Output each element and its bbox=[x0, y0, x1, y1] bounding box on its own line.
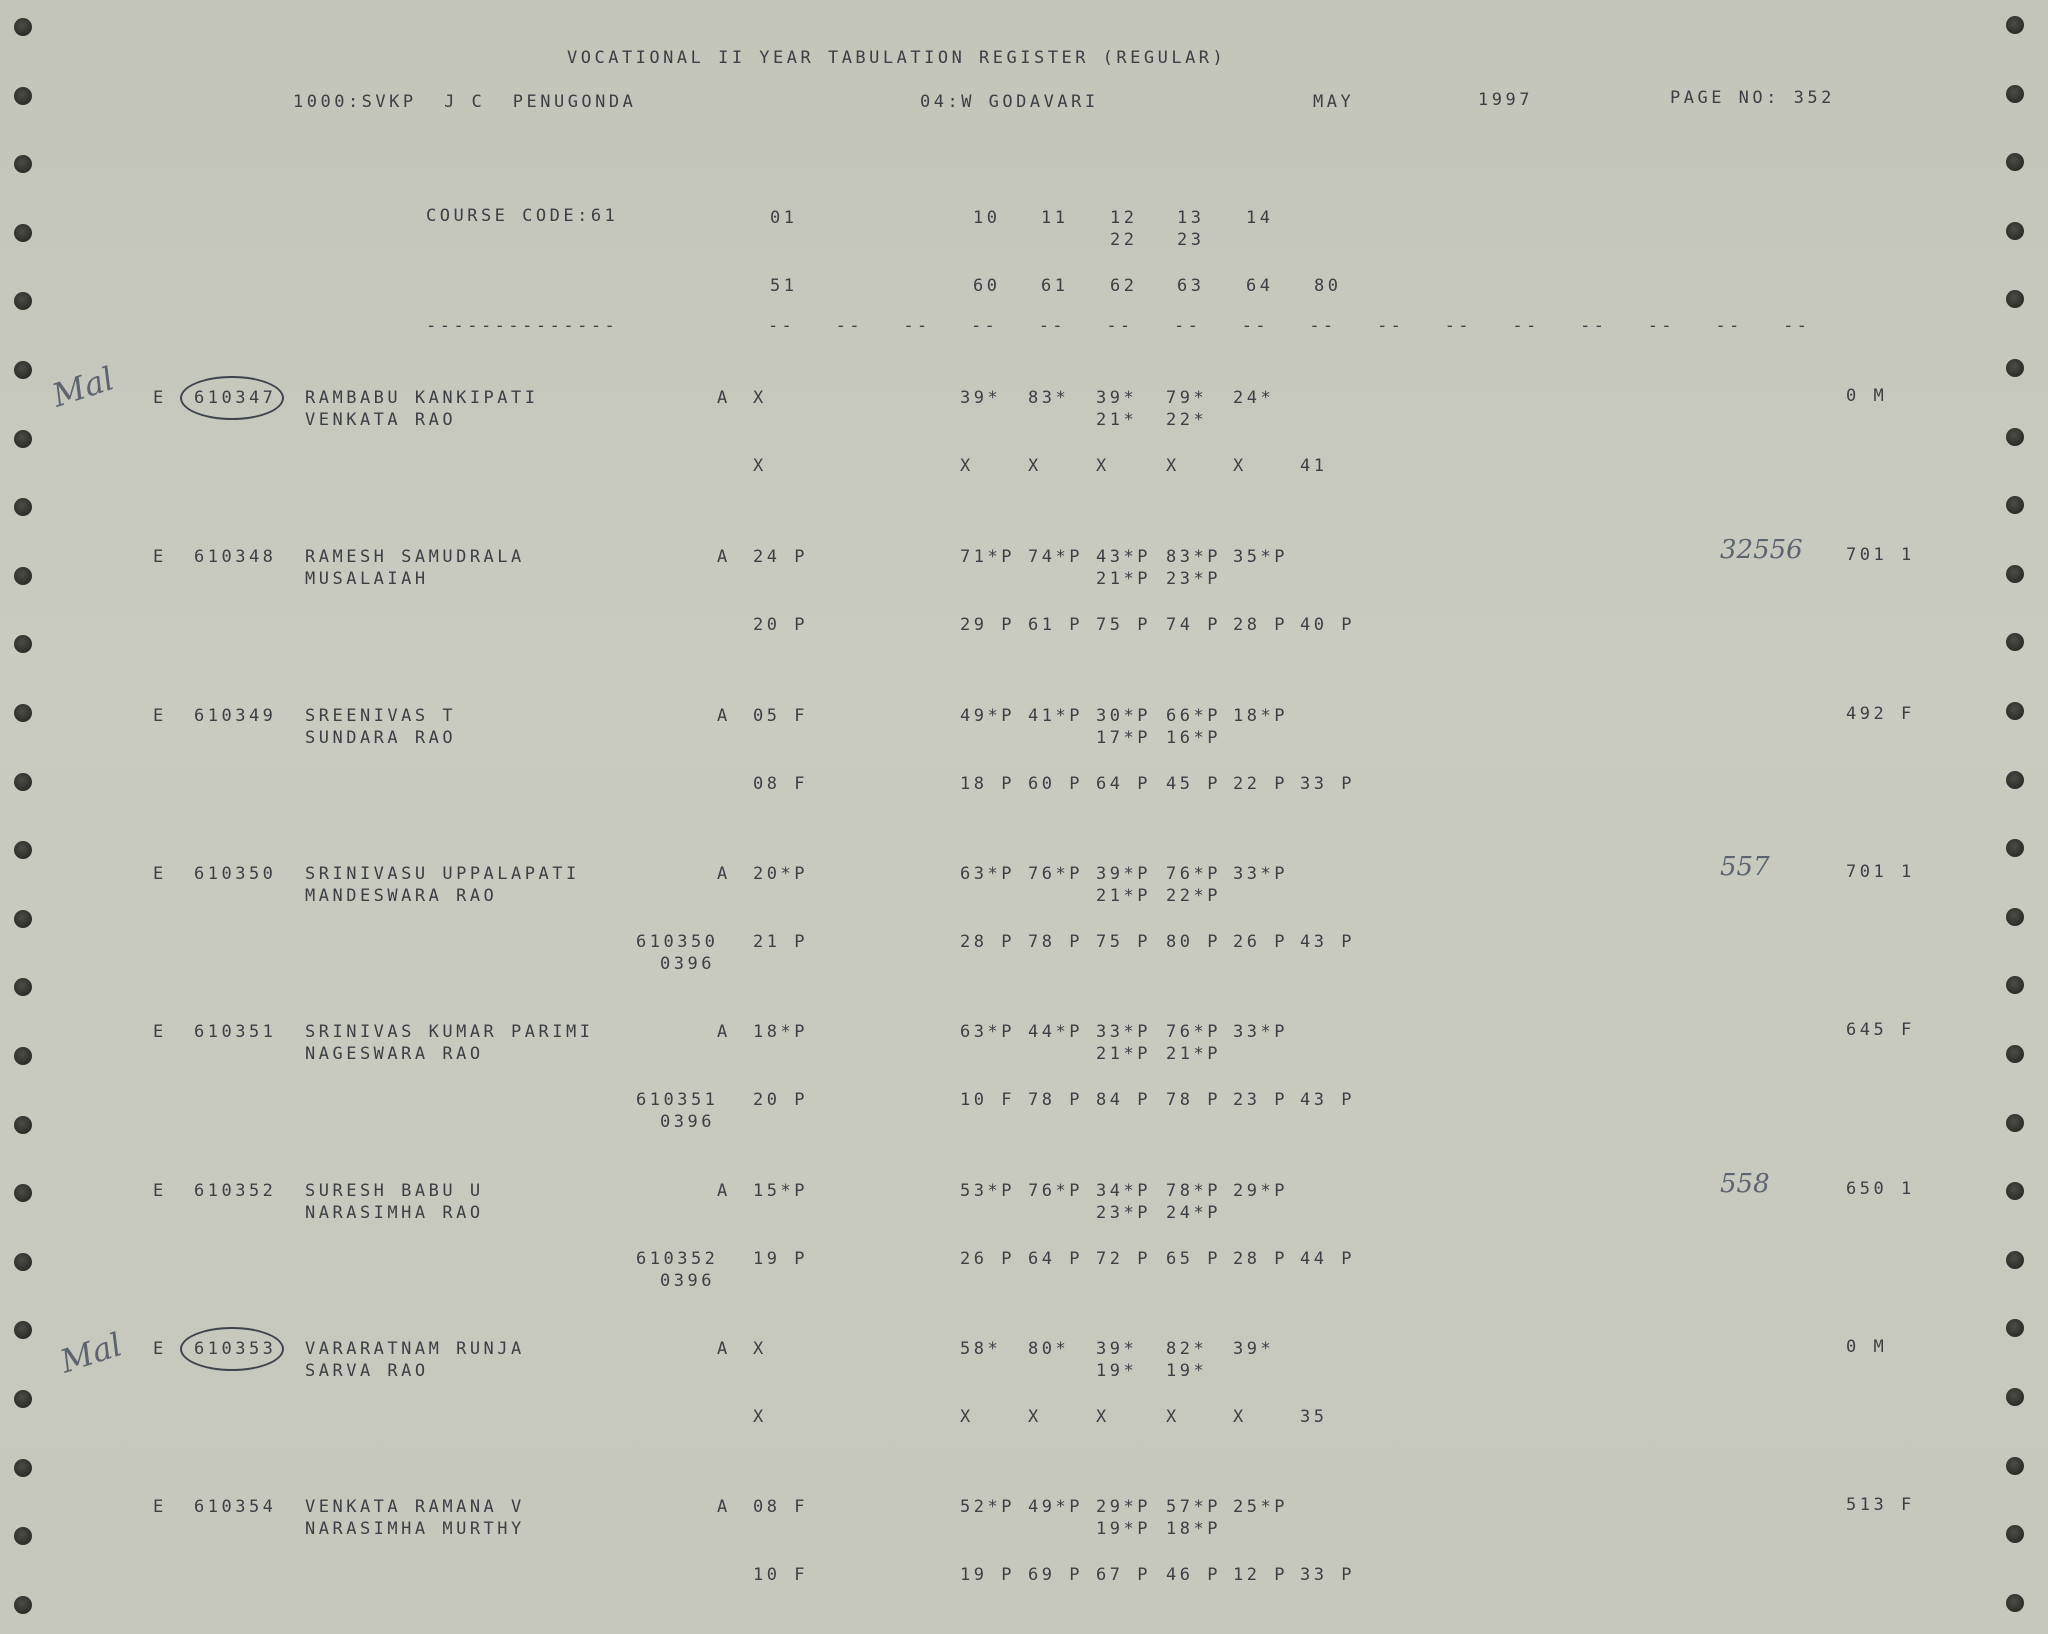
record-exam-type: E bbox=[153, 388, 167, 408]
part1-score: 05 F bbox=[753, 706, 808, 726]
student-name: VARARATNAM RUNJA bbox=[305, 1339, 525, 1359]
feed-hole bbox=[14, 361, 32, 379]
sub-score-23: 21*P bbox=[1166, 1044, 1221, 1064]
sub-score-80: 44 P bbox=[1300, 1249, 1355, 1269]
part1-score: X bbox=[753, 388, 767, 408]
feed-hole bbox=[14, 910, 32, 928]
part2-score: X bbox=[753, 1407, 767, 1427]
sub-score-13: 82* bbox=[1166, 1339, 1208, 1359]
sub-score-80: 43 P bbox=[1300, 1090, 1355, 1110]
part1-score: 20*P bbox=[753, 864, 808, 884]
sub-score-23: 19* bbox=[1166, 1361, 1208, 1381]
margin-handwritten-mark: Mal bbox=[47, 359, 119, 415]
sub-score-14: 18*P bbox=[1233, 706, 1288, 726]
sub-score-13: 57*P bbox=[1166, 1497, 1221, 1517]
part1-score: X bbox=[753, 1339, 767, 1359]
sub-score-14: 29*P bbox=[1233, 1181, 1288, 1201]
record-roll-number: 610351 bbox=[194, 1022, 277, 1042]
sub-score-10: 63*P bbox=[960, 1022, 1015, 1042]
feed-hole bbox=[2006, 85, 2024, 103]
feed-hole bbox=[2006, 702, 2024, 720]
feed-hole bbox=[14, 498, 32, 516]
sub-score-11: 41*P bbox=[1028, 706, 1083, 726]
feed-hole bbox=[14, 704, 32, 722]
record-group: A bbox=[717, 388, 731, 408]
sub-score-60: X bbox=[960, 456, 974, 476]
feed-hole bbox=[14, 155, 32, 173]
sub-score-22: 19* bbox=[1096, 1361, 1138, 1381]
sub-score-60: 10 F bbox=[960, 1090, 1015, 1110]
sub-score-80: 40 P bbox=[1300, 615, 1355, 635]
father-name: NARASIMHA MURTHY bbox=[305, 1519, 525, 1539]
feed-hole bbox=[2006, 908, 2024, 926]
sub-score-64: X bbox=[1233, 456, 1247, 476]
sub-score-60: 26 P bbox=[960, 1249, 1015, 1269]
record-exam-type: E bbox=[153, 1022, 167, 1042]
roll-circle-mark bbox=[180, 376, 284, 420]
feed-hole bbox=[2006, 16, 2024, 34]
record-group: A bbox=[717, 864, 731, 884]
sub-score-63: 78 P bbox=[1166, 1090, 1221, 1110]
register-title: VOCATIONAL II YEAR TABULATION REGISTER (REGULAR) bbox=[567, 48, 1227, 68]
course-col-23: 23 bbox=[1177, 230, 1205, 250]
sub-score-62: 75 P bbox=[1096, 615, 1151, 635]
student-name: SRINIVAS KUMAR PARIMI bbox=[305, 1022, 594, 1042]
record-exam-type: E bbox=[153, 547, 167, 567]
feed-hole bbox=[14, 430, 32, 448]
sub-score-62: 64 P bbox=[1096, 774, 1151, 794]
sub-score-14: 24* bbox=[1233, 388, 1275, 408]
header-rule-long: -------------- bbox=[426, 316, 619, 336]
reference-number: 610350 bbox=[636, 932, 719, 952]
sub-score-61: 64 P bbox=[1028, 1249, 1083, 1269]
sub-score-22: 21*P bbox=[1096, 569, 1151, 589]
sub-score-64: 28 P bbox=[1233, 1249, 1288, 1269]
record-exam-type: E bbox=[153, 1497, 167, 1517]
course-code: COURSE CODE:61 bbox=[426, 206, 619, 226]
part2-score: X bbox=[753, 456, 767, 476]
record-exam-type: E bbox=[153, 864, 167, 884]
feed-hole bbox=[2006, 1251, 2024, 1269]
part2-score: 21 P bbox=[753, 932, 808, 952]
part2-score: 20 P bbox=[753, 615, 808, 635]
sub-score-61: X bbox=[1028, 1407, 1042, 1427]
father-name: SARVA RAO bbox=[305, 1361, 429, 1381]
sub-score-11: 49*P bbox=[1028, 1497, 1083, 1517]
course-col-13: 13 bbox=[1177, 208, 1205, 228]
record-group: A bbox=[717, 1497, 731, 1517]
sub-score-10: 71*P bbox=[960, 547, 1015, 567]
record-roll-number: 610353 bbox=[194, 1339, 277, 1359]
roll-circle-mark bbox=[180, 1327, 284, 1371]
handwritten-serial: 32556 bbox=[1720, 535, 1803, 565]
feed-hole bbox=[2006, 1045, 2024, 1063]
feed-hole bbox=[2006, 1182, 2024, 1200]
sub-score-63: X bbox=[1166, 1407, 1180, 1427]
record-group: A bbox=[717, 1339, 731, 1359]
sub-score-11: 74*P bbox=[1028, 547, 1083, 567]
reference-code: 0396 bbox=[660, 954, 715, 974]
father-name: VENKATA RAO bbox=[305, 410, 457, 430]
sub-score-22: 21*P bbox=[1096, 886, 1151, 906]
feed-hole bbox=[2006, 290, 2024, 308]
feed-hole bbox=[14, 224, 32, 242]
record-group: A bbox=[717, 547, 731, 567]
sub-score-64: 12 P bbox=[1233, 1565, 1288, 1585]
sub-score-13: 66*P bbox=[1166, 706, 1221, 726]
feed-hole bbox=[14, 773, 32, 791]
sub-score-23: 22*P bbox=[1166, 886, 1221, 906]
sub-score-62: 75 P bbox=[1096, 932, 1151, 952]
student-name: SREENIVAS T bbox=[305, 706, 457, 726]
student-name: SRINIVASU UPPALAPATI bbox=[305, 864, 580, 884]
father-name: SUNDARA RAO bbox=[305, 728, 457, 748]
sub-score-60: 18 P bbox=[960, 774, 1015, 794]
father-name: MANDESWARA RAO bbox=[305, 886, 498, 906]
sub-score-11: 76*P bbox=[1028, 1181, 1083, 1201]
sub-score-10: 52*P bbox=[960, 1497, 1015, 1517]
course-col-10: 10 bbox=[973, 208, 1001, 228]
sub-score-10: 39* bbox=[960, 388, 1002, 408]
feed-hole bbox=[14, 1527, 32, 1545]
sub-score-11: 76*P bbox=[1028, 864, 1083, 884]
sub-score-13: 83*P bbox=[1166, 547, 1221, 567]
father-name: MUSALAIAH bbox=[305, 569, 429, 589]
sub-score-61: 78 P bbox=[1028, 932, 1083, 952]
record-total: 0 M bbox=[1846, 1337, 1888, 1357]
feed-hole bbox=[2006, 771, 2024, 789]
course-col-60: 60 bbox=[973, 276, 1001, 296]
sub-score-13: 76*P bbox=[1166, 864, 1221, 884]
feed-hole bbox=[2006, 222, 2024, 240]
sub-score-10: 58* bbox=[960, 1339, 1002, 1359]
father-name: NARASIMHA RAO bbox=[305, 1203, 484, 1223]
feed-hole bbox=[14, 292, 32, 310]
sub-score-62: 67 P bbox=[1096, 1565, 1151, 1585]
record-exam-type: E bbox=[153, 706, 167, 726]
handwritten-serial: 558 bbox=[1720, 1169, 1770, 1199]
feed-hole bbox=[14, 1390, 32, 1408]
sub-score-10: 49*P bbox=[960, 706, 1015, 726]
sub-score-14: 33*P bbox=[1233, 1022, 1288, 1042]
sub-score-61: 78 P bbox=[1028, 1090, 1083, 1110]
feed-hole bbox=[14, 1253, 32, 1271]
feed-hole bbox=[14, 1116, 32, 1134]
feed-hole bbox=[14, 1047, 32, 1065]
feed-hole bbox=[2006, 1594, 2024, 1612]
sub-score-80: 41 bbox=[1300, 456, 1328, 476]
course-col-62: 62 bbox=[1110, 276, 1138, 296]
part2-score: 20 P bbox=[753, 1090, 808, 1110]
student-name: SURESH BABU U bbox=[305, 1181, 484, 1201]
sub-score-14: 33*P bbox=[1233, 864, 1288, 884]
sub-score-12: 43*P bbox=[1096, 547, 1151, 567]
sub-score-63: 45 P bbox=[1166, 774, 1221, 794]
reference-number: 610352 bbox=[636, 1249, 719, 1269]
record-total: 645 F bbox=[1846, 1020, 1915, 1040]
sub-score-64: X bbox=[1233, 1407, 1247, 1427]
sub-score-80: 35 bbox=[1300, 1407, 1328, 1427]
exam-month: MAY bbox=[1313, 92, 1355, 112]
feed-hole bbox=[2006, 633, 2024, 651]
feed-hole bbox=[2006, 359, 2024, 377]
sub-score-13: 79* bbox=[1166, 388, 1208, 408]
sub-score-63: 65 P bbox=[1166, 1249, 1221, 1269]
part2-score: 10 F bbox=[753, 1565, 808, 1585]
left-tractor-holes bbox=[10, 0, 50, 1634]
record-total: 513 F bbox=[1846, 1495, 1915, 1515]
part1-score: 15*P bbox=[753, 1181, 808, 1201]
course-col-12: 12 bbox=[1110, 208, 1138, 228]
record-total: 492 F bbox=[1846, 704, 1915, 724]
record-exam-type: E bbox=[153, 1339, 167, 1359]
father-name: NAGESWARA RAO bbox=[305, 1044, 484, 1064]
sub-score-61: 60 P bbox=[1028, 774, 1083, 794]
record-roll-number: 610350 bbox=[194, 864, 277, 884]
feed-hole bbox=[14, 1184, 32, 1202]
sub-score-10: 63*P bbox=[960, 864, 1015, 884]
sub-score-12: 39* bbox=[1096, 388, 1138, 408]
sub-score-23: 24*P bbox=[1166, 1203, 1221, 1223]
part2-score: 08 F bbox=[753, 774, 808, 794]
sub-score-61: 61 P bbox=[1028, 615, 1083, 635]
course-col-51: 51 bbox=[770, 276, 798, 296]
right-tractor-holes bbox=[2000, 0, 2040, 1634]
sub-score-22: 23*P bbox=[1096, 1203, 1151, 1223]
part1-score: 18*P bbox=[753, 1022, 808, 1042]
feed-hole bbox=[2006, 1388, 2024, 1406]
sub-score-12: 34*P bbox=[1096, 1181, 1151, 1201]
record-total: 701 1 bbox=[1846, 545, 1915, 565]
record-group: A bbox=[717, 1181, 731, 1201]
record-total: 650 1 bbox=[1846, 1179, 1915, 1199]
sub-score-63: 46 P bbox=[1166, 1565, 1221, 1585]
district: 04:W GODAVARI bbox=[920, 92, 1099, 112]
sub-score-22: 21*P bbox=[1096, 1044, 1151, 1064]
sub-score-60: 19 P bbox=[960, 1565, 1015, 1585]
sub-score-63: X bbox=[1166, 456, 1180, 476]
feed-hole bbox=[2006, 496, 2024, 514]
course-col-61: 61 bbox=[1041, 276, 1069, 296]
reference-number: 610351 bbox=[636, 1090, 719, 1110]
feed-hole bbox=[14, 87, 32, 105]
sub-score-14: 35*P bbox=[1233, 547, 1288, 567]
sub-score-12: 39*P bbox=[1096, 864, 1151, 884]
feed-hole bbox=[2006, 153, 2024, 171]
sub-score-12: 29*P bbox=[1096, 1497, 1151, 1517]
sub-score-11: 83* bbox=[1028, 388, 1070, 408]
feed-hole bbox=[2006, 1525, 2024, 1543]
student-name: VENKATA RAMANA V bbox=[305, 1497, 525, 1517]
feed-hole bbox=[2006, 565, 2024, 583]
record-total: 0 M bbox=[1846, 386, 1888, 406]
record-roll-number: 610347 bbox=[194, 388, 277, 408]
margin-handwritten-mark: Mal bbox=[55, 1325, 127, 1381]
sub-score-14: 25*P bbox=[1233, 1497, 1288, 1517]
sub-score-62: 84 P bbox=[1096, 1090, 1151, 1110]
sub-score-11: 44*P bbox=[1028, 1022, 1083, 1042]
feed-hole bbox=[2006, 1114, 2024, 1132]
course-col-63: 63 bbox=[1177, 276, 1205, 296]
sub-score-80: 33 P bbox=[1300, 1565, 1355, 1585]
sub-score-61: 69 P bbox=[1028, 1565, 1083, 1585]
feed-hole bbox=[2006, 1319, 2024, 1337]
feed-hole bbox=[14, 635, 32, 653]
course-col-01: 01 bbox=[770, 208, 798, 228]
course-col-80: 80 bbox=[1314, 276, 1342, 296]
sub-score-23: 23*P bbox=[1166, 569, 1221, 589]
sub-score-62: X bbox=[1096, 456, 1110, 476]
record-roll-number: 610354 bbox=[194, 1497, 277, 1517]
sub-score-12: 33*P bbox=[1096, 1022, 1151, 1042]
sub-score-13: 76*P bbox=[1166, 1022, 1221, 1042]
record-exam-type: E bbox=[153, 1181, 167, 1201]
feed-hole bbox=[2006, 839, 2024, 857]
course-col-22: 22 bbox=[1110, 230, 1138, 250]
feed-hole bbox=[2006, 428, 2024, 446]
sub-score-80: 33 P bbox=[1300, 774, 1355, 794]
feed-hole bbox=[2006, 976, 2024, 994]
part2-score: 19 P bbox=[753, 1249, 808, 1269]
record-roll-number: 610352 bbox=[194, 1181, 277, 1201]
sub-score-63: 74 P bbox=[1166, 615, 1221, 635]
course-col-11: 11 bbox=[1041, 208, 1069, 228]
sub-score-23: 22* bbox=[1166, 410, 1208, 430]
course-col-64: 64 bbox=[1246, 276, 1274, 296]
feed-hole bbox=[14, 1596, 32, 1614]
feed-hole bbox=[14, 18, 32, 36]
sub-score-64: 26 P bbox=[1233, 932, 1288, 952]
part1-score: 24 P bbox=[753, 547, 808, 567]
record-roll-number: 610349 bbox=[194, 706, 277, 726]
sub-score-12: 30*P bbox=[1096, 706, 1151, 726]
sub-score-80: 43 P bbox=[1300, 932, 1355, 952]
sub-score-13: 78*P bbox=[1166, 1181, 1221, 1201]
sub-score-22: 19*P bbox=[1096, 1519, 1151, 1539]
sub-score-64: 28 P bbox=[1233, 615, 1288, 635]
sub-score-10: 53*P bbox=[960, 1181, 1015, 1201]
page-number: PAGE NO: 352 bbox=[1670, 88, 1835, 108]
feed-hole bbox=[14, 841, 32, 859]
sub-score-22: 17*P bbox=[1096, 728, 1151, 748]
student-name: RAMESH SAMUDRALA bbox=[305, 547, 525, 567]
college-code: 1000:SVKP J C PENUGONDA bbox=[293, 92, 637, 112]
record-roll-number: 610348 bbox=[194, 547, 277, 567]
feed-hole bbox=[14, 567, 32, 585]
exam-year: 1997 bbox=[1478, 90, 1533, 110]
feed-hole bbox=[14, 1321, 32, 1339]
sub-score-60: 28 P bbox=[960, 932, 1015, 952]
sub-score-62: 72 P bbox=[1096, 1249, 1151, 1269]
sub-score-11: 80* bbox=[1028, 1339, 1070, 1359]
handwritten-serial: 557 bbox=[1720, 852, 1770, 882]
sub-score-60: 29 P bbox=[960, 615, 1015, 635]
sub-score-60: X bbox=[960, 1407, 974, 1427]
sub-score-64: 22 P bbox=[1233, 774, 1288, 794]
sub-score-14: 39* bbox=[1233, 1339, 1275, 1359]
sub-score-64: 23 P bbox=[1233, 1090, 1288, 1110]
sub-score-61: X bbox=[1028, 456, 1042, 476]
sub-score-62: X bbox=[1096, 1407, 1110, 1427]
feed-hole bbox=[2006, 1457, 2024, 1475]
record-group: A bbox=[717, 706, 731, 726]
course-col-14: 14 bbox=[1246, 208, 1274, 228]
header-rule-dashes: -- -- -- -- -- -- -- -- -- -- -- -- -- -- -- -- bbox=[768, 316, 1811, 336]
record-group: A bbox=[717, 1022, 731, 1042]
sub-score-23: 16*P bbox=[1166, 728, 1221, 748]
sub-score-22: 21* bbox=[1096, 410, 1138, 430]
student-name: RAMBABU KANKIPATI bbox=[305, 388, 539, 408]
feed-hole bbox=[14, 978, 32, 996]
sub-score-12: 39* bbox=[1096, 1339, 1138, 1359]
feed-hole bbox=[14, 1459, 32, 1477]
record-total: 701 1 bbox=[1846, 862, 1915, 882]
part1-score: 08 F bbox=[753, 1497, 808, 1517]
sub-score-23: 18*P bbox=[1166, 1519, 1221, 1539]
reference-code: 0396 bbox=[660, 1271, 715, 1291]
sub-score-63: 80 P bbox=[1166, 932, 1221, 952]
reference-code: 0396 bbox=[660, 1112, 715, 1132]
